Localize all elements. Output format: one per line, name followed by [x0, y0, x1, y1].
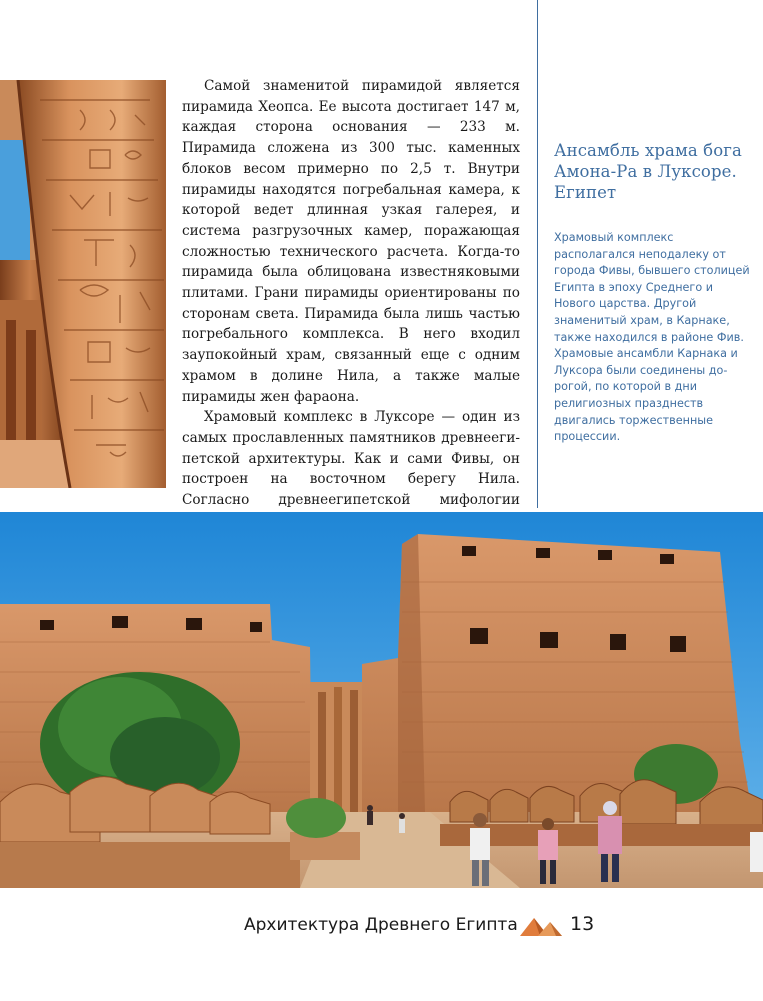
- sidebar-divider: [537, 0, 538, 508]
- page-number: 13: [570, 913, 595, 935]
- paragraph-pyramid: Самой знаменитой пирамидой является пирамида Хеопса. Ее высота достигает 147 м, каждая сторона основания — 233 м. Пирамида сложена из 300 тыс. каменных блоков весом примерно по 2,5 т. Внутри пирамиды находятся погребальная камера, к которой ведет длинная узкая галерея, и система разгрузочных камер, поражающая сложностью технического расчета. Когда-то пирамида была облицована известняковыми плитами. Грани пирамиды ориентированы по сторонам света. Пирамида была лишь частью погребального комплекса. В него входил заупокойный храм, связанный еще с одним храмом в долине Нила, а также малые пирамиды жен фараона.: [182, 78, 520, 405]
- article-body: [182, 76, 520, 573]
- paragraph-luxor: Храмовый комплекс в Луксоре — один из самых прославленных памятников древнеегипетской архитектуры. Как и сами Фивы, он построен на восточном берегу Нила. Согласно древнеегипетской мифологии: [182, 409, 520, 509]
- carved-column-photo: [0, 80, 166, 488]
- book-title: Архитектура Древнего Египта: [244, 915, 518, 935]
- page-footer: [0, 906, 763, 946]
- photo-caption-title: Ансамбль храма бога Амона-Ра в Луксоре. Египет: [554, 141, 742, 202]
- photo-caption-text: Храмовый комплекс располагался неподалеку от города Фивы, бывшего столицей Египта в эпоху Среднего и Нового царства. Другой знаменитый храм, в Карнаке, также находился в районе Фив. Храмовые ансамбли Карнака и Луксора были соединены дорогой, по которой в дни религиозных празднеств двигались торжественные процессии.: [554, 231, 750, 444]
- luxor-temple-photo: [0, 512, 763, 888]
- pyramids-icon: [516, 912, 564, 938]
